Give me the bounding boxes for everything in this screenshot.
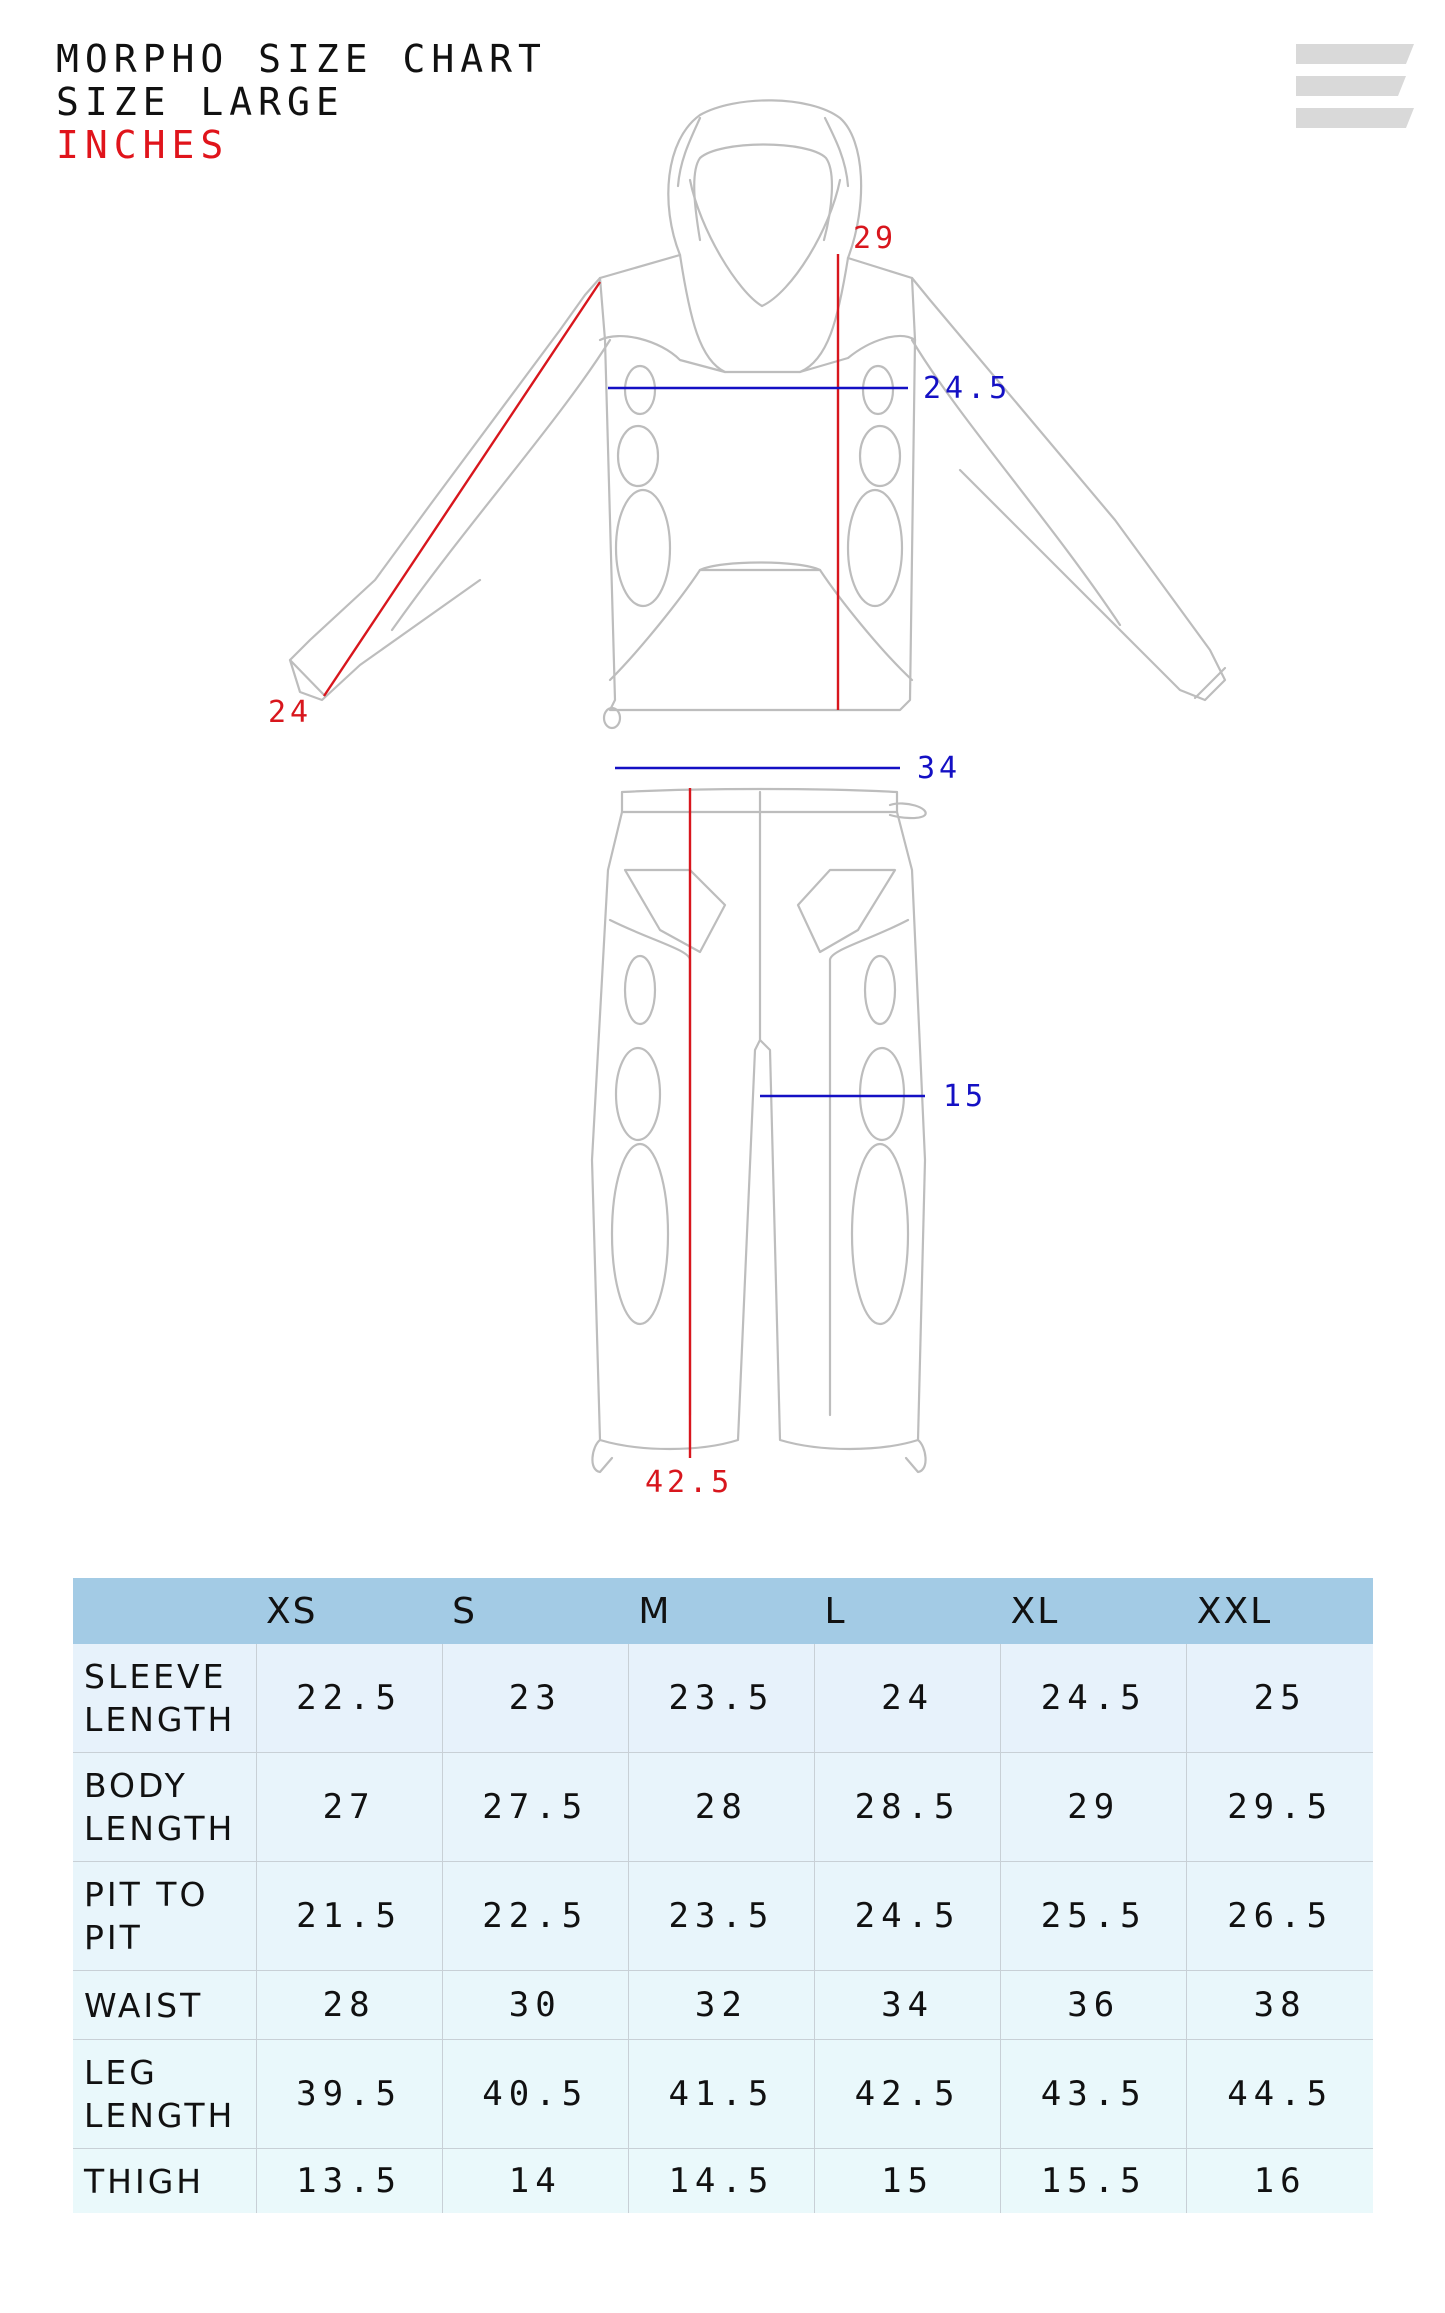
table-cell: 36 [1001,1971,1187,2040]
table-cell: 21.5 [256,1862,442,1971]
chart-title: MORPHO SIZE CHART [56,37,547,81]
table-row [73,1644,1373,1753]
row-label-pit-to-pit: PIT TO PIT [73,1862,256,1971]
pants-leg-length-value: 42.5 [645,1465,734,1500]
table-cell: 28 [628,1753,814,1862]
table-cell: 16 [1187,2149,1373,2214]
table-cell: 23 [442,1644,628,1753]
table-cell: 34 [814,1971,1000,2040]
table-cell: 28 [256,1971,442,2040]
pants-outline [592,789,926,1472]
row-label-leg-length: LEG LENGTH [73,2040,256,2149]
table-cell: 39.5 [256,2040,442,2149]
table-row [73,1753,1373,1862]
table-row [73,2149,1373,2214]
hoodie-sleeve-length-value: 24 [268,695,313,730]
hoodie-body-length-value: 29 [853,221,898,256]
table-cell: 27 [256,1753,442,1862]
size-label: SIZE LARGE [56,80,345,124]
hoodie-sleeve-line [324,282,600,696]
row-label-thigh: THIGH [73,2149,256,2214]
size-table [73,1578,1373,2213]
table-cell: 44.5 [1187,2040,1373,2149]
table-cell: 25 [1187,1644,1373,1753]
size-header-xxl: XXL [1187,1578,1373,1644]
table-cell: 32 [628,1971,814,2040]
table-cell: 40.5 [442,2040,628,2149]
table-cell: 14 [442,2149,628,2214]
row-label-sleeve-length: SLEEVE LENGTH [73,1644,256,1753]
row-label-body-length: BODY LENGTH [73,1753,256,1862]
table-cell: 15.5 [1001,2149,1187,2214]
table-cell: 26.5 [1187,1862,1373,1971]
table-cell: 24.5 [1001,1644,1187,1753]
row-label-waist: WAIST [73,1971,256,2040]
table-cell: 28.5 [814,1753,1000,1862]
table-cell: 42.5 [814,2040,1000,2149]
size-header-l: L [814,1578,1000,1644]
size-header-row [73,1578,1373,1644]
size-header-xs: XS [256,1578,442,1644]
pants-thigh-value: 15 [943,1079,988,1114]
size-header-s: S [442,1578,628,1644]
table-cell: 41.5 [628,2040,814,2149]
table-cell: 22.5 [442,1862,628,1971]
table-cell: 29 [1001,1753,1187,1862]
table-cell: 25.5 [1001,1862,1187,1971]
table-cell: 14.5 [628,2149,814,2214]
table-cell: 23.5 [628,1862,814,1971]
table-row [73,2040,1373,2149]
table-cell: 43.5 [1001,2040,1187,2149]
size-header-m: M [628,1578,814,1644]
table-cell: 23.5 [628,1644,814,1753]
corner-cell [73,1578,256,1644]
table-cell: 15 [814,2149,1000,2214]
table-cell: 22.5 [256,1644,442,1753]
size-header-xl: XL [1001,1578,1187,1644]
table-cell: 24.5 [814,1862,1000,1971]
hoodie-outline [290,100,1225,728]
table-cell: 27.5 [442,1753,628,1862]
hoodie-pit-to-pit-value: 24.5 [923,371,1012,406]
table-row [73,1971,1373,2040]
unit-label: INCHES [56,123,230,167]
table-cell: 38 [1187,1971,1373,2040]
table-row [73,1862,1373,1971]
table-cell: 30 [442,1971,628,2040]
table-cell: 24 [814,1644,1000,1753]
pants-waist-value: 34 [917,751,962,786]
table-cell: 13.5 [256,2149,442,2214]
table-cell: 29.5 [1187,1753,1373,1862]
